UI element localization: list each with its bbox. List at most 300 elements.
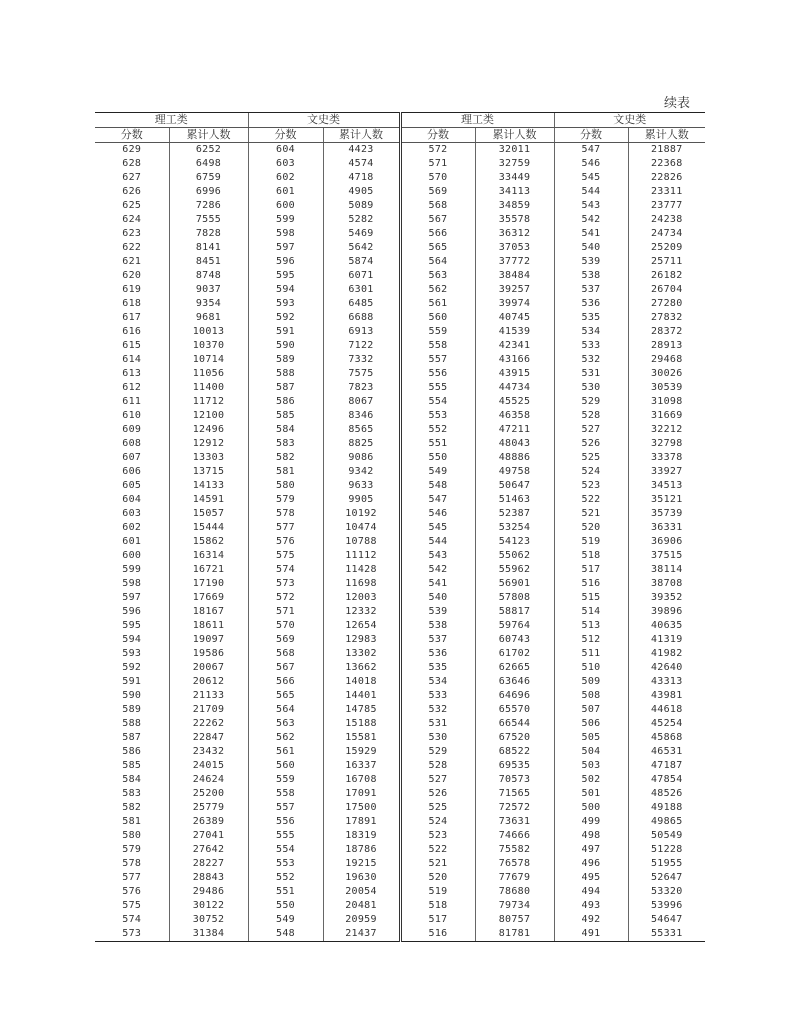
score-cell: 559 bbox=[400, 325, 475, 339]
cumulative-cell: 25209 bbox=[628, 241, 705, 255]
table-row bbox=[95, 703, 705, 717]
cumulative-cell: 11112 bbox=[323, 549, 400, 563]
score-cell: 491 bbox=[554, 927, 628, 942]
cumulative-cell: 55062 bbox=[475, 549, 554, 563]
cumulative-cell: 28372 bbox=[628, 325, 705, 339]
table-row bbox=[95, 395, 705, 409]
score-cell: 512 bbox=[554, 633, 628, 647]
score-cell: 548 bbox=[248, 927, 323, 942]
score-cell: 518 bbox=[400, 899, 475, 913]
cumulative-cell: 35578 bbox=[475, 213, 554, 227]
score-cell: 536 bbox=[400, 647, 475, 661]
cumulative-cell: 28913 bbox=[628, 339, 705, 353]
cumulative-cell: 19215 bbox=[323, 857, 400, 871]
score-cell: 535 bbox=[400, 661, 475, 675]
cumulative-cell: 61702 bbox=[475, 647, 554, 661]
table-row bbox=[95, 479, 705, 493]
score-cell: 582 bbox=[248, 451, 323, 465]
score-cell: 623 bbox=[122, 228, 142, 239]
cumulative-cell: 9633 bbox=[323, 479, 400, 493]
col-header-cumulative: 累计人数 bbox=[323, 128, 400, 143]
cumulative-cell: 13715 bbox=[169, 465, 248, 479]
score-cell: 525 bbox=[554, 451, 628, 465]
cumulative-cell: 54123 bbox=[475, 535, 554, 549]
score-cell: 575 bbox=[122, 900, 142, 911]
cumulative-cell: 8825 bbox=[323, 437, 400, 451]
table-row bbox=[95, 409, 705, 423]
table-row bbox=[95, 661, 705, 675]
cumulative-cell: 32759 bbox=[475, 157, 554, 171]
cumulative-cell: 69535 bbox=[475, 759, 554, 773]
cumulative-cell: 72572 bbox=[475, 801, 554, 815]
score-cell: 570 bbox=[248, 619, 323, 633]
col-header-cumulative: 累计人数 bbox=[475, 128, 554, 143]
score-cell: 519 bbox=[554, 535, 628, 549]
cumulative-cell: 10370 bbox=[169, 339, 248, 353]
cumulative-cell: 12003 bbox=[323, 591, 400, 605]
score-cell: 533 bbox=[400, 689, 475, 703]
cumulative-cell: 47211 bbox=[475, 423, 554, 437]
cumulative-cell: 5642 bbox=[323, 241, 400, 255]
score-cell: 603 bbox=[248, 157, 323, 171]
score-cell: 543 bbox=[554, 199, 628, 213]
score-cell: 545 bbox=[554, 171, 628, 185]
cumulative-cell: 48043 bbox=[475, 437, 554, 451]
score-cell: 519 bbox=[400, 885, 475, 899]
table-row bbox=[95, 311, 705, 325]
cumulative-cell: 14401 bbox=[323, 689, 400, 703]
score-cell: 574 bbox=[122, 914, 142, 925]
score-cell: 622 bbox=[122, 242, 142, 253]
cumulative-cell: 73631 bbox=[475, 815, 554, 829]
cumulative-cell: 66544 bbox=[475, 717, 554, 731]
cumulative-cell: 37515 bbox=[628, 549, 705, 563]
score-cell: 627 bbox=[122, 172, 142, 183]
score-cell: 598 bbox=[122, 578, 142, 589]
score-cell: 536 bbox=[554, 297, 628, 311]
cumulative-cell: 79734 bbox=[475, 899, 554, 913]
cumulative-cell: 41319 bbox=[628, 633, 705, 647]
cumulative-cell: 20612 bbox=[169, 675, 248, 689]
score-cell: 573 bbox=[95, 927, 169, 942]
cumulative-cell: 51955 bbox=[628, 857, 705, 871]
cumulative-cell: 37053 bbox=[475, 241, 554, 255]
score-cell: 502 bbox=[554, 773, 628, 787]
score-cell: 521 bbox=[400, 857, 475, 871]
score-cell: 567 bbox=[248, 661, 323, 675]
score-cell: 567 bbox=[400, 213, 475, 227]
cumulative-cell: 11712 bbox=[169, 395, 248, 409]
score-cell: 563 bbox=[400, 269, 475, 283]
cumulative-cell: 46531 bbox=[628, 745, 705, 759]
score-cell: 590 bbox=[248, 339, 323, 353]
score-cell: 582 bbox=[122, 802, 142, 813]
cumulative-cell: 30752 bbox=[169, 913, 248, 927]
score-cell: 541 bbox=[554, 227, 628, 241]
table-row bbox=[95, 171, 705, 185]
score-cell: 595 bbox=[248, 269, 323, 283]
score-cell: 546 bbox=[554, 157, 628, 171]
score-cell: 600 bbox=[122, 550, 142, 561]
cumulative-cell: 23777 bbox=[628, 199, 705, 213]
cumulative-cell: 8067 bbox=[323, 395, 400, 409]
cumulative-cell: 14018 bbox=[323, 675, 400, 689]
score-cell: 529 bbox=[400, 745, 475, 759]
score-cell: 588 bbox=[248, 367, 323, 381]
cumulative-cell: 6759 bbox=[169, 171, 248, 185]
cumulative-cell: 42640 bbox=[628, 661, 705, 675]
table-row bbox=[95, 591, 705, 605]
cumulative-cell: 35739 bbox=[628, 507, 705, 521]
cumulative-cell: 13662 bbox=[323, 661, 400, 675]
cumulative-cell: 20959 bbox=[323, 913, 400, 927]
cumulative-cell: 15188 bbox=[323, 717, 400, 731]
score-cell: 556 bbox=[248, 815, 323, 829]
score-cell: 535 bbox=[554, 311, 628, 325]
score-cell: 553 bbox=[248, 857, 323, 871]
score-cell: 550 bbox=[248, 899, 323, 913]
cumulative-cell: 15444 bbox=[169, 521, 248, 535]
cumulative-cell: 38484 bbox=[475, 269, 554, 283]
score-cell: 563 bbox=[248, 717, 323, 731]
score-cell: 617 bbox=[122, 312, 142, 323]
score-cell: 589 bbox=[122, 704, 142, 715]
score-cell: 586 bbox=[248, 395, 323, 409]
score-cell: 538 bbox=[554, 269, 628, 283]
table-row bbox=[95, 353, 705, 367]
cumulative-cell: 39352 bbox=[628, 591, 705, 605]
table-row bbox=[95, 185, 705, 199]
score-cell: 608 bbox=[122, 438, 142, 449]
table-row bbox=[95, 857, 705, 871]
cumulative-cell: 20067 bbox=[169, 661, 248, 675]
group-header-row bbox=[95, 113, 705, 128]
score-cell: 521 bbox=[554, 507, 628, 521]
cumulative-cell: 34113 bbox=[475, 185, 554, 199]
table-row bbox=[95, 633, 705, 647]
cumulative-cell: 49188 bbox=[628, 801, 705, 815]
score-cell: 551 bbox=[400, 437, 475, 451]
cumulative-cell: 4574 bbox=[323, 157, 400, 171]
score-table bbox=[95, 112, 705, 942]
cumulative-cell: 11698 bbox=[323, 577, 400, 591]
cumulative-cell: 43313 bbox=[628, 675, 705, 689]
score-cell: 625 bbox=[122, 200, 142, 211]
cumulative-cell: 6996 bbox=[169, 185, 248, 199]
cumulative-cell: 20481 bbox=[323, 899, 400, 913]
cumulative-cell: 29486 bbox=[169, 885, 248, 899]
score-cell: 538 bbox=[400, 619, 475, 633]
score-cell: 552 bbox=[248, 871, 323, 885]
score-cell: 592 bbox=[248, 311, 323, 325]
score-cell: 578 bbox=[122, 858, 142, 869]
cumulative-cell: 32011 bbox=[475, 143, 554, 158]
cumulative-cell: 31384 bbox=[169, 927, 248, 942]
score-cell: 618 bbox=[122, 298, 142, 309]
score-cell: 585 bbox=[122, 760, 142, 771]
cumulative-cell: 9037 bbox=[169, 283, 248, 297]
group-header-science-1: 理工类 bbox=[95, 113, 248, 128]
score-cell: 547 bbox=[400, 493, 475, 507]
score-cell: 579 bbox=[248, 493, 323, 507]
cumulative-cell: 7286 bbox=[169, 199, 248, 213]
cumulative-cell: 25779 bbox=[169, 801, 248, 815]
score-cell: 522 bbox=[400, 843, 475, 857]
score-cell: 514 bbox=[554, 605, 628, 619]
cumulative-cell: 26182 bbox=[628, 269, 705, 283]
cumulative-cell: 31669 bbox=[628, 409, 705, 423]
col-header-score: 分数 bbox=[248, 128, 323, 143]
col-header-cumulative: 累计人数 bbox=[169, 128, 248, 143]
score-cell: 603 bbox=[122, 508, 142, 519]
table-row bbox=[95, 451, 705, 465]
score-cell: 546 bbox=[400, 507, 475, 521]
score-cell: 591 bbox=[122, 676, 142, 687]
score-cell: 494 bbox=[554, 885, 628, 899]
score-cell: 520 bbox=[554, 521, 628, 535]
cumulative-cell: 12654 bbox=[323, 619, 400, 633]
cumulative-cell: 50647 bbox=[475, 479, 554, 493]
table-row bbox=[95, 675, 705, 689]
score-cell: 561 bbox=[400, 297, 475, 311]
score-cell: 590 bbox=[122, 690, 142, 701]
score-cell: 532 bbox=[400, 703, 475, 717]
cumulative-cell: 52647 bbox=[628, 871, 705, 885]
cumulative-cell: 6688 bbox=[323, 311, 400, 325]
score-cell: 542 bbox=[554, 213, 628, 227]
cumulative-cell: 55331 bbox=[628, 927, 705, 942]
score-cell: 577 bbox=[122, 872, 142, 883]
score-cell: 529 bbox=[554, 395, 628, 409]
cumulative-cell: 9086 bbox=[323, 451, 400, 465]
cumulative-cell: 43915 bbox=[475, 367, 554, 381]
cumulative-cell: 9905 bbox=[323, 493, 400, 507]
table-row bbox=[95, 801, 705, 815]
table-row bbox=[95, 465, 705, 479]
cumulative-cell: 64696 bbox=[475, 689, 554, 703]
cumulative-cell: 22368 bbox=[628, 157, 705, 171]
score-cell: 566 bbox=[248, 675, 323, 689]
score-cell: 578 bbox=[248, 507, 323, 521]
score-cell: 562 bbox=[400, 283, 475, 297]
table-row bbox=[95, 829, 705, 843]
cumulative-cell: 55962 bbox=[475, 563, 554, 577]
table-row bbox=[95, 885, 705, 899]
cumulative-cell: 51463 bbox=[475, 493, 554, 507]
score-cell: 544 bbox=[554, 185, 628, 199]
score-cell: 551 bbox=[248, 885, 323, 899]
score-cell: 564 bbox=[400, 255, 475, 269]
cumulative-cell: 16314 bbox=[169, 549, 248, 563]
cumulative-cell: 30122 bbox=[169, 899, 248, 913]
cumulative-cell: 6485 bbox=[323, 297, 400, 311]
table-row bbox=[95, 773, 705, 787]
sub-header-row bbox=[95, 128, 705, 143]
score-cell: 523 bbox=[400, 829, 475, 843]
score-cell: 584 bbox=[122, 774, 142, 785]
score-cell: 528 bbox=[554, 409, 628, 423]
cumulative-cell: 26704 bbox=[628, 283, 705, 297]
cumulative-cell: 18319 bbox=[323, 829, 400, 843]
score-cell: 587 bbox=[248, 381, 323, 395]
table-row bbox=[95, 745, 705, 759]
score-cell: 531 bbox=[400, 717, 475, 731]
cumulative-cell: 42341 bbox=[475, 339, 554, 353]
cumulative-cell: 28843 bbox=[169, 871, 248, 885]
cumulative-cell: 30539 bbox=[628, 381, 705, 395]
score-cell: 531 bbox=[554, 367, 628, 381]
cumulative-cell: 7555 bbox=[169, 213, 248, 227]
cumulative-cell: 44618 bbox=[628, 703, 705, 717]
cumulative-cell: 22826 bbox=[628, 171, 705, 185]
cumulative-cell: 45525 bbox=[475, 395, 554, 409]
score-cell: 511 bbox=[554, 647, 628, 661]
score-cell: 597 bbox=[248, 241, 323, 255]
cumulative-cell: 21887 bbox=[628, 143, 705, 158]
cumulative-cell: 39896 bbox=[628, 605, 705, 619]
group-header-arts-1: 文史类 bbox=[248, 113, 400, 128]
score-cell: 591 bbox=[248, 325, 323, 339]
table-row bbox=[95, 759, 705, 773]
cumulative-cell: 19097 bbox=[169, 633, 248, 647]
cumulative-cell: 7823 bbox=[323, 381, 400, 395]
cumulative-cell: 27041 bbox=[169, 829, 248, 843]
score-cell: 530 bbox=[554, 381, 628, 395]
table-row bbox=[95, 843, 705, 857]
score-cell: 539 bbox=[554, 255, 628, 269]
score-cell: 581 bbox=[122, 816, 142, 827]
table-row bbox=[95, 297, 705, 311]
cumulative-cell: 7332 bbox=[323, 353, 400, 367]
score-cell: 613 bbox=[122, 368, 142, 379]
cumulative-cell: 27642 bbox=[169, 843, 248, 857]
cumulative-cell: 4905 bbox=[323, 185, 400, 199]
score-cell: 544 bbox=[400, 535, 475, 549]
score-cell: 515 bbox=[554, 591, 628, 605]
cumulative-cell: 38708 bbox=[628, 577, 705, 591]
score-cell: 557 bbox=[248, 801, 323, 815]
cumulative-cell: 52387 bbox=[475, 507, 554, 521]
score-cell: 525 bbox=[400, 801, 475, 815]
score-cell: 499 bbox=[554, 815, 628, 829]
cumulative-cell: 53320 bbox=[628, 885, 705, 899]
cumulative-cell: 47854 bbox=[628, 773, 705, 787]
cumulative-cell: 21709 bbox=[169, 703, 248, 717]
score-cell: 605 bbox=[122, 480, 142, 491]
cumulative-cell: 33378 bbox=[628, 451, 705, 465]
table-row bbox=[95, 815, 705, 829]
cumulative-cell: 12496 bbox=[169, 423, 248, 437]
score-cell: 509 bbox=[554, 675, 628, 689]
table-row bbox=[95, 619, 705, 633]
score-cell: 587 bbox=[122, 732, 142, 743]
score-cell: 571 bbox=[400, 157, 475, 171]
score-cell: 555 bbox=[248, 829, 323, 843]
cumulative-cell: 21133 bbox=[169, 689, 248, 703]
cumulative-cell: 10192 bbox=[323, 507, 400, 521]
cumulative-cell: 4718 bbox=[323, 171, 400, 185]
cumulative-cell: 51228 bbox=[628, 843, 705, 857]
cumulative-cell: 14133 bbox=[169, 479, 248, 493]
cumulative-cell: 77679 bbox=[475, 871, 554, 885]
score-cell: 577 bbox=[248, 521, 323, 535]
cumulative-cell: 23311 bbox=[628, 185, 705, 199]
score-cell: 518 bbox=[554, 549, 628, 563]
cumulative-cell: 15862 bbox=[169, 535, 248, 549]
cumulative-cell: 9681 bbox=[169, 311, 248, 325]
score-cell: 503 bbox=[554, 759, 628, 773]
score-cell: 593 bbox=[122, 648, 142, 659]
table-row bbox=[95, 731, 705, 745]
cumulative-cell: 65570 bbox=[475, 703, 554, 717]
cumulative-cell: 8451 bbox=[169, 255, 248, 269]
score-cell: 557 bbox=[400, 353, 475, 367]
cumulative-cell: 22262 bbox=[169, 717, 248, 731]
table-row bbox=[95, 367, 705, 381]
group-header-science-2: 理工类 bbox=[400, 113, 554, 128]
cumulative-cell: 31098 bbox=[628, 395, 705, 409]
score-cell: 573 bbox=[248, 577, 323, 591]
score-cell: 597 bbox=[122, 592, 142, 603]
cumulative-cell: 14591 bbox=[169, 493, 248, 507]
cumulative-cell: 76578 bbox=[475, 857, 554, 871]
table-row bbox=[95, 521, 705, 535]
score-cell: 614 bbox=[122, 354, 142, 365]
cumulative-cell: 75582 bbox=[475, 843, 554, 857]
cumulative-cell: 78680 bbox=[475, 885, 554, 899]
cumulative-cell: 32212 bbox=[628, 423, 705, 437]
table-row bbox=[95, 283, 705, 297]
score-cell: 596 bbox=[122, 606, 142, 617]
score-cell: 572 bbox=[248, 591, 323, 605]
score-cell: 527 bbox=[554, 423, 628, 437]
score-cell: 545 bbox=[400, 521, 475, 535]
score-cell: 560 bbox=[400, 311, 475, 325]
cumulative-cell: 13302 bbox=[323, 647, 400, 661]
score-cell: 594 bbox=[248, 283, 323, 297]
score-cell: 616 bbox=[122, 326, 142, 337]
table-row bbox=[95, 605, 705, 619]
cumulative-cell: 16708 bbox=[323, 773, 400, 787]
score-cell: 565 bbox=[248, 689, 323, 703]
score-cell: 534 bbox=[400, 675, 475, 689]
score-cell: 506 bbox=[554, 717, 628, 731]
table-row bbox=[95, 227, 705, 241]
table-row bbox=[95, 549, 705, 563]
score-cell: 585 bbox=[248, 409, 323, 423]
cumulative-cell: 41982 bbox=[628, 647, 705, 661]
score-cell: 574 bbox=[248, 563, 323, 577]
cumulative-cell: 6301 bbox=[323, 283, 400, 297]
table-row bbox=[95, 213, 705, 227]
score-cell: 533 bbox=[554, 339, 628, 353]
cumulative-cell: 20054 bbox=[323, 885, 400, 899]
table-row bbox=[95, 437, 705, 451]
score-cell: 589 bbox=[248, 353, 323, 367]
cumulative-cell: 9354 bbox=[169, 297, 248, 311]
cumulative-cell: 40635 bbox=[628, 619, 705, 633]
score-cell: 527 bbox=[400, 773, 475, 787]
cumulative-cell: 6252 bbox=[169, 143, 248, 158]
score-cell: 610 bbox=[122, 410, 142, 421]
cumulative-cell: 71565 bbox=[475, 787, 554, 801]
score-cell: 540 bbox=[554, 241, 628, 255]
cumulative-cell: 30026 bbox=[628, 367, 705, 381]
cumulative-cell: 68522 bbox=[475, 745, 554, 759]
cumulative-cell: 22847 bbox=[169, 731, 248, 745]
table-row bbox=[95, 507, 705, 521]
cumulative-cell: 6071 bbox=[323, 269, 400, 283]
